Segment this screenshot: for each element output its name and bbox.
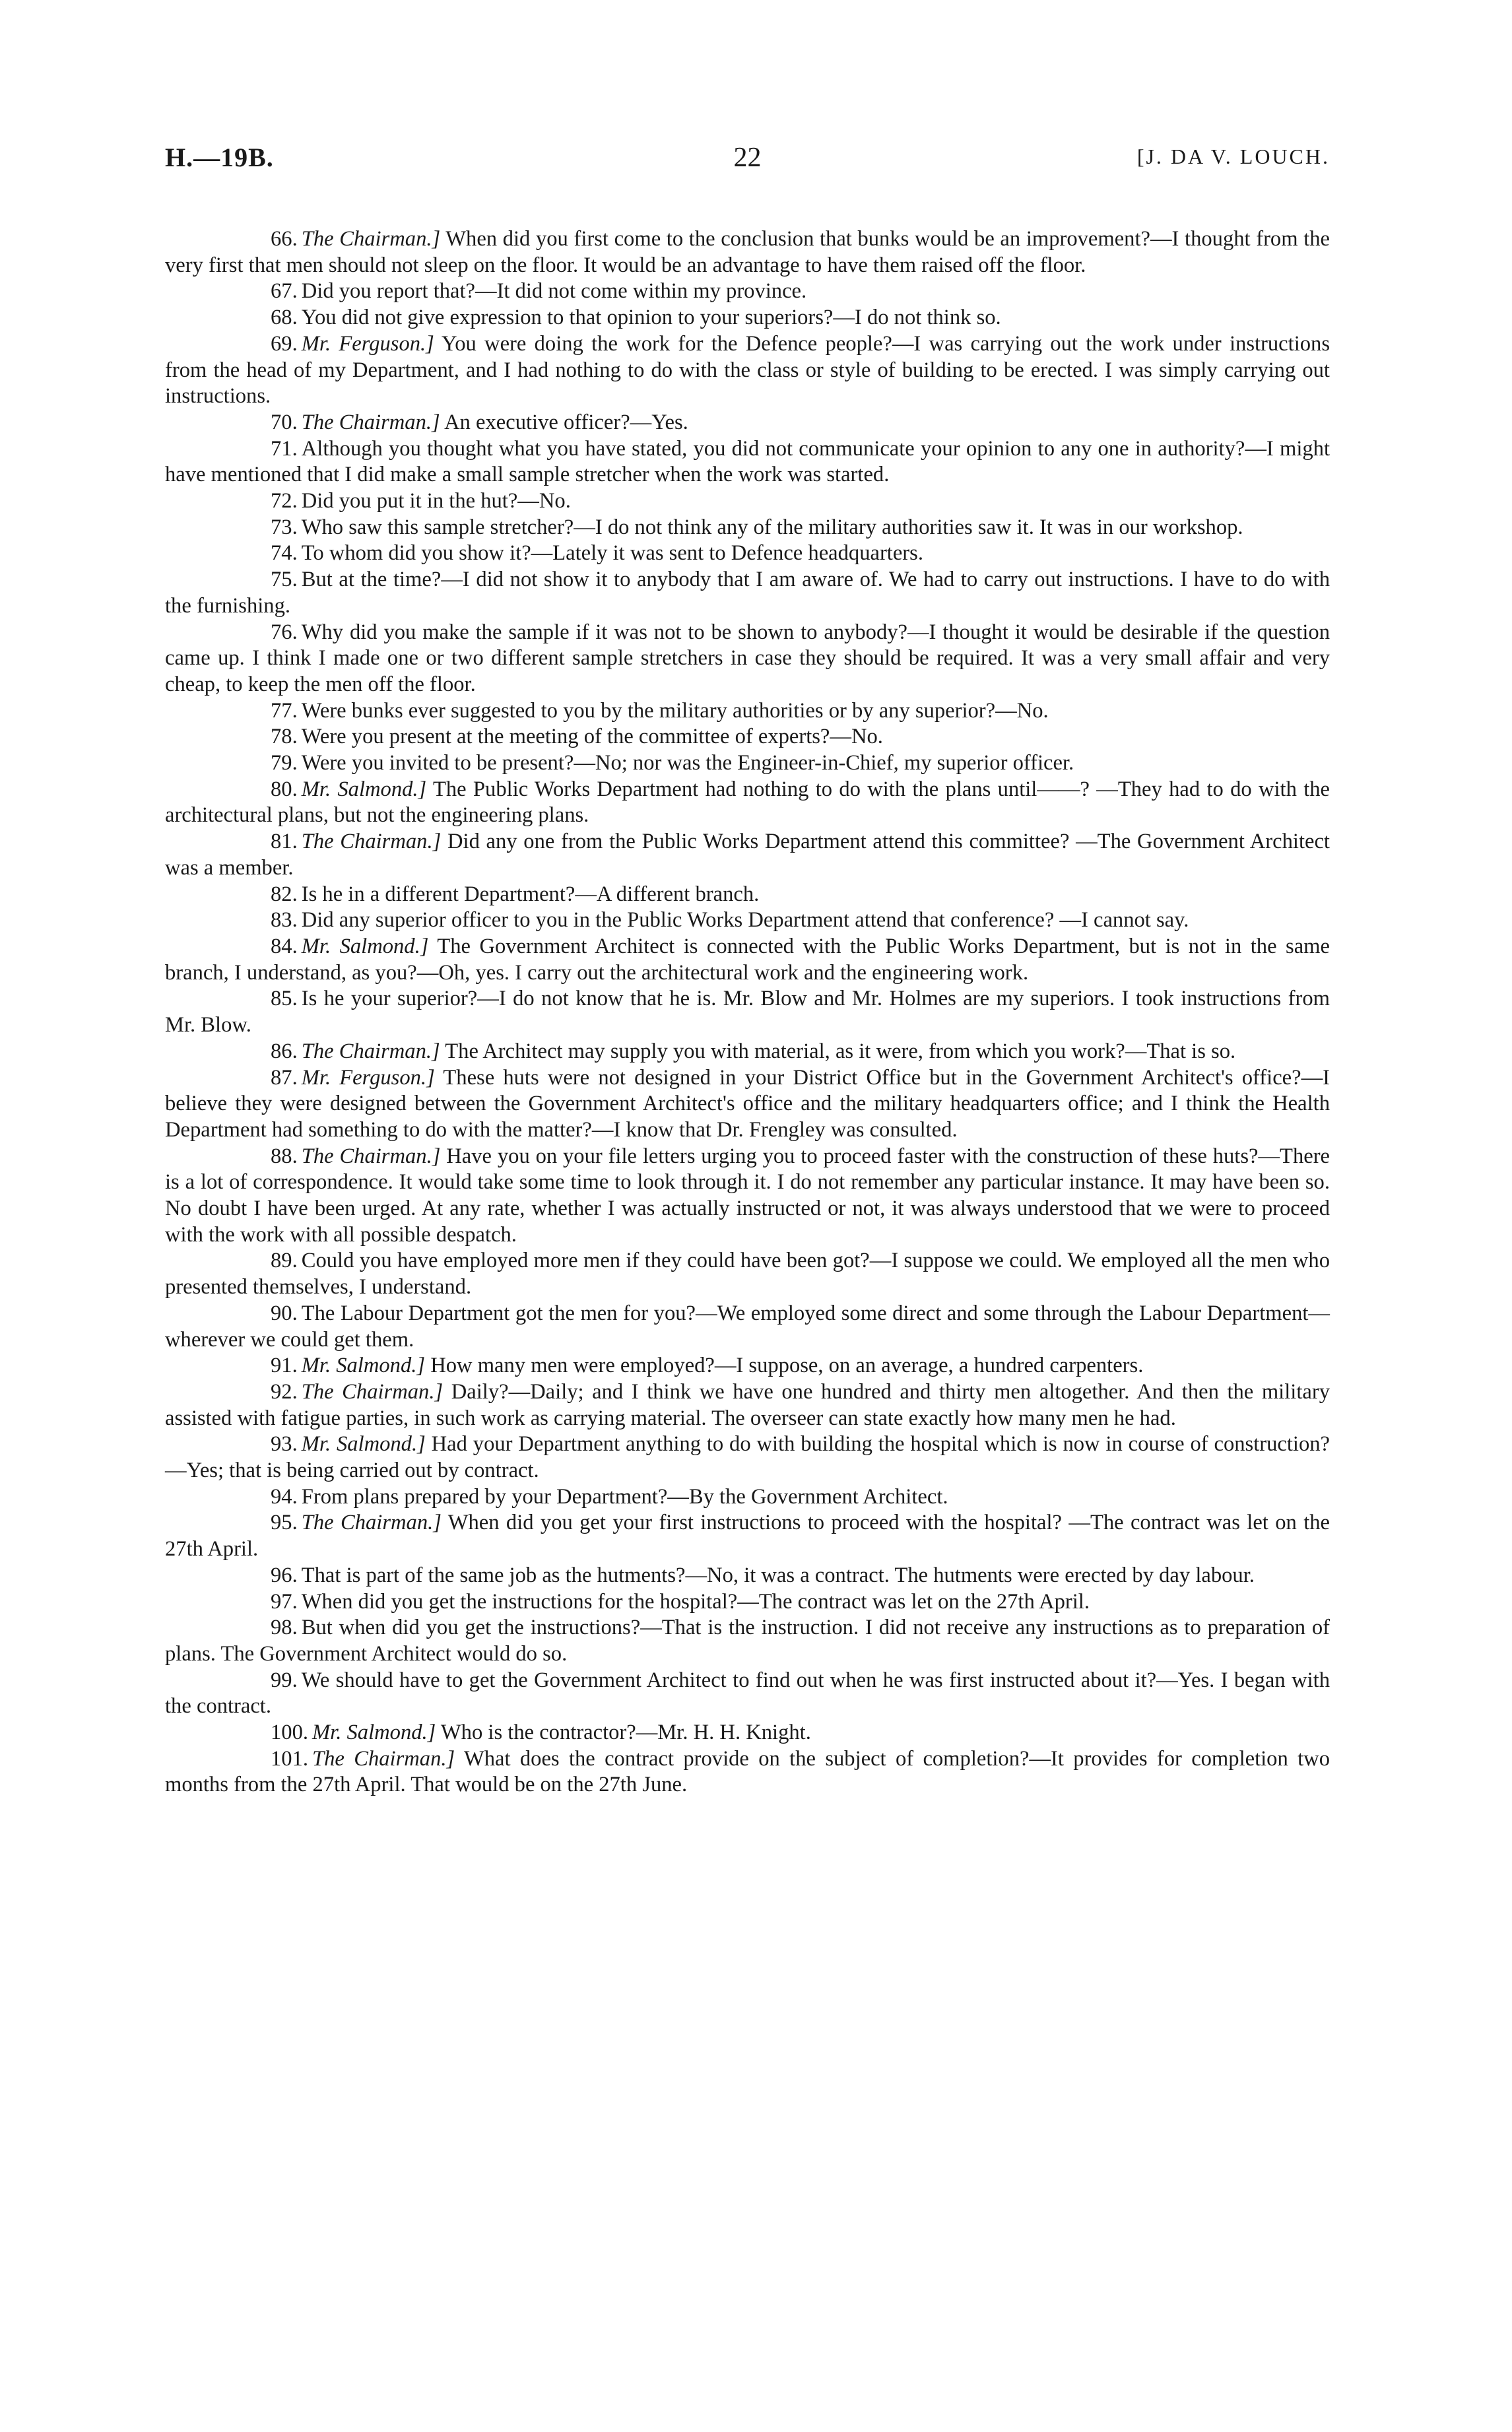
question-number: 69.	[271, 331, 298, 356]
question-paragraph	[165, 620, 1330, 698]
question-paragraph	[165, 1301, 1330, 1353]
speaker-label: The Chairman.]	[301, 1039, 440, 1063]
question-answer-text: Who is the contractor?—Mr. H. H. Knight.	[440, 1721, 811, 1745]
question-paragraph	[165, 1746, 1330, 1798]
question-number: 98.	[271, 1616, 298, 1640]
speaker-label: Mr. Ferguson.]	[301, 331, 434, 356]
question-number: 70.	[271, 410, 298, 434]
question-answer-text: The Labour Department got the men for you?—We employed some direct and some through the Labour Department—wherever we could get them.	[165, 1301, 1330, 1352]
question-paragraph	[165, 488, 1330, 515]
question-number: 93.	[271, 1432, 298, 1457]
question-answer-text: You were doing the work for the Defence people?—I was carrying out the work under instructions from the head of my Department, and I had nothing to do with the class or style of building to be erected. I was simply carrying out instructions.	[165, 331, 1331, 409]
speaker-label: Mr. Salmond.]	[301, 1432, 426, 1457]
question-number: 100.	[271, 1721, 309, 1745]
question-answer-text: Were you invited to be present?—No; nor was the Engineer-in-Chief, my superior officer.	[301, 751, 1074, 775]
question-answer-text: Were bunks ever suggested to you by the military authorities or by any superior?—No.	[301, 698, 1049, 723]
question-answer-text: These huts were not designed in your District Office but in the Government Architect's office?—I believe they were designed between the Government Architect's office and the military headquarters office; and I think the Health Department had something to do with the matter?—I know that Dr. Frengley was consulted.	[165, 1065, 1331, 1142]
question-answer-text: An executive officer?—Yes.	[444, 410, 688, 434]
question-paragraph	[165, 1484, 1330, 1511]
speaker-label: Mr. Ferguson.]	[301, 1065, 435, 1090]
question-paragraph	[165, 1039, 1330, 1065]
transcript-body	[165, 226, 1330, 1798]
question-paragraph	[165, 410, 1330, 436]
speaker-label: Mr. Salmond.]	[312, 1721, 436, 1745]
question-number: 73.	[271, 515, 298, 539]
question-number: 91.	[271, 1354, 298, 1378]
speaker-label: The Chairman.]	[301, 1379, 444, 1404]
question-answer-text: When did you get your first instructions to proceed with the hospital? —The contract was let on the 27th April.	[165, 1511, 1330, 1561]
question-answer-text: To whom did you show it?—Lately it was sent to Defence headquarters.	[301, 541, 923, 566]
question-paragraph	[165, 907, 1330, 934]
speaker-label: The Chairman.]	[301, 410, 440, 434]
question-paragraph	[165, 934, 1330, 986]
question-answer-text: Could you have employed more men if they could have been got?—I suppose we could. We employed all the men who presented themselves, I understand.	[165, 1249, 1330, 1299]
question-paragraph	[165, 436, 1330, 488]
speaker-label: The Chairman.]	[312, 1746, 455, 1771]
question-answer-text: Had your Department anything to do with building the hospital which is now in course of construction?—Yes; that is being carried out by contract.	[165, 1432, 1330, 1483]
question-number: 88.	[271, 1144, 298, 1168]
question-number: 67.	[271, 279, 298, 304]
page-header	[165, 142, 1330, 188]
question-number: 66.	[271, 227, 298, 251]
question-number: 97.	[271, 1589, 298, 1614]
question-paragraph	[165, 1379, 1330, 1431]
question-answer-text: When did you get the instructions for the hospital?—The contract was let on the 27th April.	[301, 1589, 1090, 1614]
question-paragraph	[165, 1353, 1330, 1379]
question-answer-text: The Public Works Department had nothing to do with the plans until——? —They had to do with the architectural plans, but not the engineering plans.	[165, 777, 1330, 828]
speaker-label: Mr. Salmond.]	[301, 934, 429, 958]
question-number: 101.	[271, 1746, 309, 1771]
question-answer-text: Daily?—Daily; and I think we have one hundred and thirty men altogether. And then the military assisted with fatigue parties, in such work as carrying material. The overseer can state exactly how many men he had.	[165, 1379, 1330, 1430]
question-number: 94.	[271, 1484, 298, 1509]
question-number: 89.	[271, 1249, 298, 1273]
question-answer-text: But when did you get the instructions?—That is the instruction. I did not receive any instructions as to preparation of plans. The Government Architect would do so.	[165, 1616, 1330, 1666]
question-paragraph	[165, 1615, 1330, 1667]
question-answer-text: Is he in a different Department?—A different branch.	[301, 882, 760, 906]
question-answer-text: Did you report that?—It did not come within my province.	[301, 279, 807, 304]
question-paragraph	[165, 515, 1330, 541]
question-number: 79.	[271, 751, 298, 775]
question-number: 90.	[271, 1301, 298, 1325]
document-page	[165, 142, 1330, 1798]
question-paragraph	[165, 986, 1330, 1038]
question-number: 80.	[271, 777, 298, 801]
question-number: 83.	[271, 908, 298, 933]
question-paragraph	[165, 567, 1330, 619]
question-number: 86.	[271, 1039, 298, 1063]
question-paragraph	[165, 698, 1330, 725]
speaker-label: The Chairman.]	[301, 227, 441, 251]
question-answer-text: Although you thought what you have stated, you did not communicate your opinion to any one in authority?—I might have mentioned that I did make a small sample stretcher when the work was started.	[165, 436, 1330, 487]
question-number: 74.	[271, 541, 298, 566]
question-number: 87.	[271, 1065, 298, 1090]
question-answer-text: The Government Architect is connected with the Public Works Department, but is not in the same branch, I understand, as you?—Oh, yes. I carry out the architectural work and the engineering work.	[165, 934, 1330, 985]
question-paragraph	[165, 882, 1330, 908]
question-number: 95.	[271, 1511, 298, 1535]
question-number: 72.	[271, 489, 298, 513]
question-paragraph	[165, 750, 1330, 777]
question-answer-text: You did not give expression to that opinion to your superiors?—I do not think so.	[301, 306, 1001, 330]
question-answer-text: That is part of the same job as the hutments?—No, it was a contract. The hutments were erected by day labour.	[301, 1563, 1255, 1587]
question-answer-text: Why did you make the sample if it was not to be shown to anybody?—I thought it would be desirable if the question came up. I think I made one or two different sample stretchers in case they should be required. It was a very small affair and very cheap, to keep the men off the floor.	[165, 620, 1330, 696]
question-number: 99.	[271, 1668, 298, 1692]
question-paragraph	[165, 279, 1330, 305]
question-number: 68.	[271, 306, 298, 330]
question-paragraph	[165, 1668, 1330, 1720]
question-paragraph	[165, 226, 1330, 279]
question-number: 77.	[271, 698, 298, 723]
question-answer-text: But at the time?—I did not show it to anybody that I am aware of. We had to carry out instructions. I have to do with the furnishing.	[165, 568, 1330, 618]
speaker-label: The Chairman.]	[301, 1511, 442, 1535]
question-answer-text: Did you put it in the hut?—No.	[301, 489, 571, 513]
question-number: 84.	[271, 934, 298, 958]
question-answer-text: When did you first come to the conclusion that bunks would be an improvement?—I thought from the very first that men should not sleep on the floor. It would be an advantage to have them raised off the floor.	[165, 227, 1331, 277]
question-paragraph	[165, 331, 1330, 410]
question-paragraph	[165, 305, 1330, 331]
question-number: 75.	[271, 568, 298, 592]
question-paragraph	[165, 1720, 1330, 1746]
question-answer-text: Did any superior officer to you in the Public Works Department attend that conference? —I cannot say.	[301, 908, 1189, 933]
question-answer-text: Did any one from the Public Works Department attend this committee? —The Government Architect was a member.	[165, 830, 1330, 880]
page-number: 22	[733, 143, 762, 173]
question-paragraph	[165, 1589, 1330, 1616]
question-number: 85.	[271, 987, 298, 1011]
speaker-label: Mr. Salmond.]	[301, 777, 427, 801]
document-reference: H.—19B.	[165, 143, 274, 172]
question-paragraph	[165, 829, 1330, 881]
question-answer-text: We should have to get the Government Architect to find out when he was first instructed about it?—Yes. I began with the contract.	[165, 1668, 1330, 1719]
question-paragraph	[165, 1144, 1330, 1249]
question-answer-text: The Architect may supply you with material, as it were, from which you work?—That is so.	[445, 1039, 1236, 1063]
question-answer-text: How many men were employed?—I suppose, on an average, a hundred carpenters.	[430, 1354, 1144, 1378]
question-paragraph	[165, 1431, 1330, 1484]
question-paragraph	[165, 1510, 1330, 1562]
question-number: 76.	[271, 620, 298, 644]
question-answer-text: Who saw this sample stretcher?—I do not think any of the military authorities saw it. It was in our workshop.	[301, 515, 1243, 539]
question-number: 78.	[271, 725, 298, 749]
question-paragraph	[165, 1065, 1330, 1144]
question-number: 81.	[271, 830, 298, 854]
question-paragraph	[165, 1563, 1330, 1589]
question-number: 82.	[271, 882, 298, 906]
witness-name: [J. DA V. LOUCH.	[1136, 145, 1330, 168]
question-answer-text: Have you on your file letters urging you to proceed faster with the construction of these huts?—There is a lot of correspondence. It would take some time to look through it. I do not remember any particular instance. It may have been so. No doubt I have been urged. At any rate, whether I was actually instructed or not, it was always understood that we were to proceed with the work with all possible despatch.	[165, 1144, 1330, 1247]
question-paragraph	[165, 777, 1330, 829]
question-answer-text: Were you present at the meeting of the committee of experts?—No.	[301, 725, 883, 749]
question-number: 71.	[271, 436, 298, 461]
question-paragraph	[165, 724, 1330, 750]
question-paragraph	[165, 1248, 1330, 1300]
question-number: 96.	[271, 1563, 298, 1587]
speaker-label: The Chairman.]	[301, 1144, 441, 1168]
question-paragraph	[165, 541, 1330, 567]
speaker-label: The Chairman.]	[301, 830, 442, 854]
speaker-label: Mr. Salmond.]	[301, 1354, 426, 1378]
question-number: 92.	[271, 1379, 298, 1404]
question-answer-text: From plans prepared by your Department?—By the Government Architect.	[301, 1484, 948, 1509]
question-answer-text: Is he your superior?—I do not know that he is. Mr. Blow and Mr. Holmes are my superiors. I took instructions from Mr. Blow.	[165, 987, 1330, 1037]
question-answer-text: What does the contract provide on the subject of completion?—It provides for completion two months from the 27th April. That would be on the 27th June.	[165, 1746, 1330, 1797]
